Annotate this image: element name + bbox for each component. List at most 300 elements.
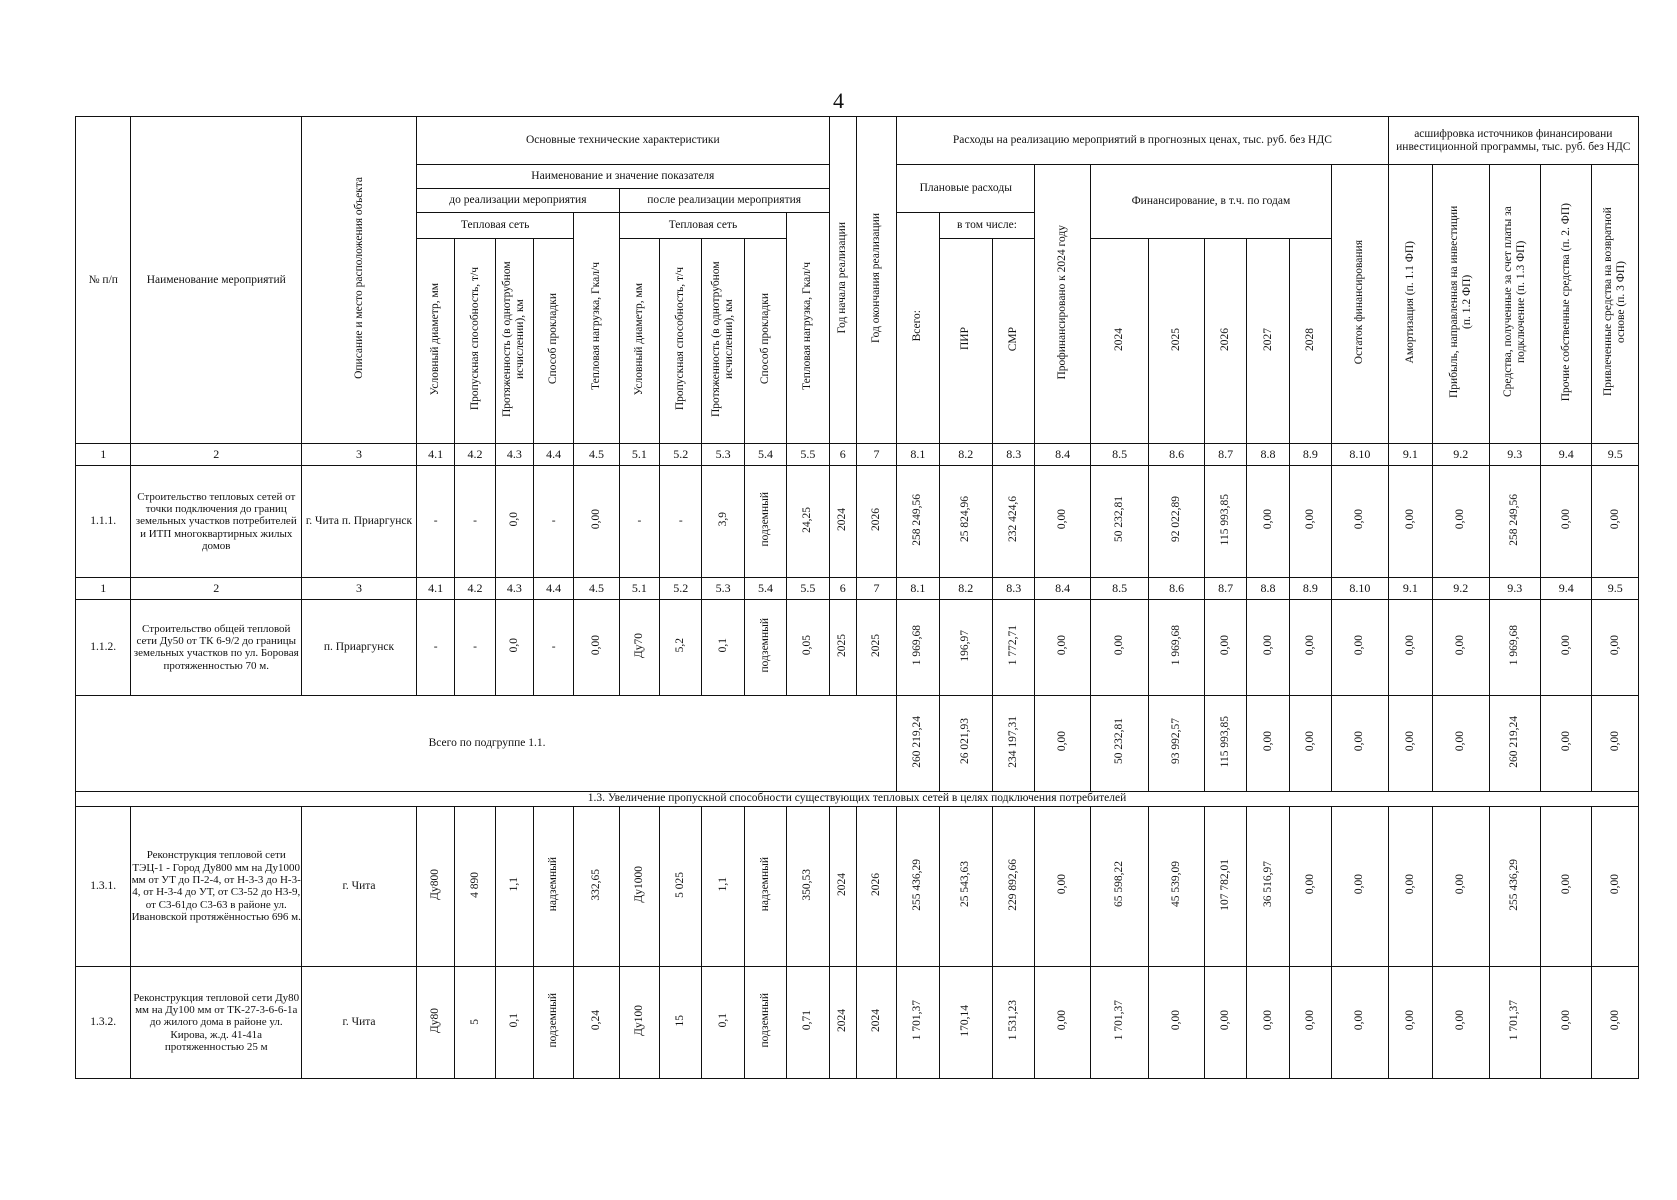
column-number: 9.5	[1592, 577, 1639, 599]
cell-value-value: 5,2	[674, 638, 687, 653]
column-number: 8.3	[993, 443, 1035, 465]
cell-value	[1433, 599, 1490, 695]
measure-name: Реконструкция тепловой сети Ду80 мм на Ду100 мм от ТК-27-3-6-6-1а до жилого дома в районе ул. Кирова, ж.д. 41-41а протяженностью 25 м	[131, 966, 302, 1078]
column-number: 9.2	[1433, 443, 1490, 465]
cell-value	[1332, 966, 1389, 1078]
column-number-row	[76, 577, 1639, 599]
cell-value	[574, 465, 619, 577]
cell-value	[1489, 599, 1540, 695]
column-number: 9.3	[1489, 577, 1540, 599]
cell-value-value: 0,00	[1261, 635, 1274, 656]
subtotal-value	[1247, 695, 1289, 791]
cell-value	[455, 806, 495, 966]
cell-value-value: 0,00	[590, 635, 603, 656]
column-number: 9.1	[1388, 577, 1432, 599]
cell-value	[744, 806, 786, 966]
column-number: 5.4	[744, 577, 786, 599]
column-number: 5.5	[787, 577, 829, 599]
cell-value-value: 0,00	[1261, 509, 1274, 530]
column-number: 8.5	[1090, 443, 1149, 465]
cell-value-value: 170,14	[959, 1004, 972, 1037]
cell-value-value: 0,00	[1608, 874, 1621, 895]
column-number: 5.5	[787, 443, 829, 465]
cell-value	[1289, 599, 1331, 695]
subtotal-value-text: 26 021,93	[959, 718, 972, 765]
cell-value-value: 5 025	[674, 871, 687, 898]
cell-value-value: 0,00	[1056, 874, 1069, 895]
col-header-year-end: Год окончания реализации	[856, 117, 896, 444]
cell-value	[744, 966, 786, 1078]
cell-value	[660, 599, 702, 695]
cell-value	[1090, 599, 1149, 695]
subtotal-value	[1433, 695, 1490, 791]
col-header-costs: Расходы на реализацию мероприятий в прогнозных ценах, тыс. руб. без НДС	[897, 117, 1388, 165]
cell-value	[534, 806, 574, 966]
col-header-sources: асшифровка источников финансировани инвестиционной программы, тыс. руб. без НДС	[1388, 117, 1638, 165]
cell-value	[660, 966, 702, 1078]
cell-value-value: 15	[674, 1014, 687, 1027]
cell-value	[993, 966, 1035, 1078]
cell-value	[897, 465, 939, 577]
col-header-heat-load-after: Тепловая нагрузка, Гкал/ч	[787, 213, 829, 444]
cell-value-value: 107 782,01	[1219, 858, 1232, 911]
cell-value	[829, 599, 856, 695]
cell-value-value: 24,25	[801, 506, 814, 533]
cell-value	[702, 465, 744, 577]
cell-value	[1332, 465, 1389, 577]
cell-value-value: 258 249,56	[1508, 493, 1521, 546]
cell-value-value: 0,00	[1454, 874, 1467, 895]
cell-value-value: 0,00	[1608, 635, 1621, 656]
col-header-planned: Плановые расходы	[897, 165, 1035, 213]
cell-value-value: 115 993,85	[1219, 493, 1232, 546]
cell-value	[993, 599, 1035, 695]
cell-value	[1149, 966, 1204, 1078]
cell-value-value: надземный	[759, 857, 772, 912]
cell-value-value: 0,00	[1170, 1010, 1183, 1031]
cell-value-value: 4 890	[468, 871, 481, 898]
col-header-name: Наименование мероприятий	[131, 117, 302, 444]
cell-value-value: 0,05	[801, 635, 814, 656]
cell-value	[744, 599, 786, 695]
cell-value-value: подземный	[759, 618, 772, 673]
row-number: 1.1.2.	[76, 599, 131, 695]
col-header-amort: Амортизация (п. 1.1 ФП)	[1388, 165, 1432, 444]
cell-value-value: 1 969,68	[1508, 625, 1521, 666]
cell-value-value: 0,00	[1403, 635, 1416, 656]
col-header-total: Всего:	[897, 213, 939, 444]
cell-value	[1090, 806, 1149, 966]
cell-value	[1289, 465, 1331, 577]
cell-value-value: 1 701,37	[911, 1000, 924, 1041]
column-number: 7	[856, 443, 896, 465]
cell-value	[1247, 599, 1289, 695]
cell-value	[829, 966, 856, 1078]
column-number: 8.6	[1149, 577, 1204, 599]
row-number: 1.3.1.	[76, 806, 131, 966]
cell-value	[1433, 465, 1490, 577]
cell-value-value: 0,00	[1219, 635, 1232, 656]
cell-value: -	[619, 465, 659, 577]
cell-value-value: 258 249,56	[911, 493, 924, 546]
cell-value-value: подземный	[759, 993, 772, 1048]
cell-value-value: 0,00	[1559, 1010, 1572, 1031]
cell-value	[993, 806, 1035, 966]
cell-value	[939, 599, 992, 695]
column-number: 1	[76, 577, 131, 599]
col-header-np: № п/п	[76, 117, 131, 444]
subtotal-value	[1149, 695, 1204, 791]
cell-value	[1035, 465, 1090, 577]
col-header-financing: Финансирование, в т.ч. по годам	[1090, 165, 1331, 239]
cell-value-value: 1 701,37	[1508, 1000, 1521, 1041]
cell-value-value: 1,1	[716, 877, 729, 892]
cell-value	[1247, 806, 1289, 966]
subtotal-value	[897, 695, 939, 791]
col-header-laying-after: Способ прокладки	[744, 239, 786, 444]
cell-value-value: Ду100	[632, 1005, 645, 1036]
cell-value	[1090, 966, 1149, 1078]
col-header-laying-before: Способ прокладки	[534, 239, 574, 444]
table-row	[76, 465, 1639, 577]
cell-value-value: надземный	[547, 857, 560, 912]
subtotal-value	[1204, 695, 1246, 791]
subtotal-value	[1090, 695, 1149, 791]
subtotal-value-text: 234 197,31	[1007, 715, 1020, 768]
cell-value	[702, 599, 744, 695]
cell-value	[1332, 806, 1389, 966]
cell-value-value: 196,97	[959, 629, 972, 662]
cell-value	[619, 599, 659, 695]
cell-value-value: 0,00	[1219, 1010, 1232, 1031]
cell-value	[495, 966, 533, 1078]
cell-value-value: 0,0	[507, 512, 520, 527]
cell-value	[1090, 465, 1149, 577]
col-header-smr: СМР	[993, 239, 1035, 444]
cell-value: -	[534, 599, 574, 695]
col-header-connect: Средства, полученные за счет платы за подключение (п. 1.3 ФП)	[1489, 165, 1540, 444]
col-header-other-own: Прочие собственные средства (п. 2. ФП)	[1540, 165, 1591, 444]
cell-value-value: 2024	[870, 1008, 883, 1032]
subtotal-value	[1035, 695, 1090, 791]
cell-value	[856, 465, 896, 577]
cell-value: -	[534, 465, 574, 577]
column-number: 5.2	[660, 577, 702, 599]
cell-value-value: 0,00	[1454, 635, 1467, 656]
cell-value	[1247, 465, 1289, 577]
cell-value	[1289, 806, 1331, 966]
column-number: 6	[829, 577, 856, 599]
column-number: 8.7	[1204, 443, 1246, 465]
subtotal-value-text: 0,00	[1303, 731, 1316, 752]
cell-value	[744, 465, 786, 577]
cell-value-value: Ду70	[632, 632, 645, 658]
section-title: 1.3. Увеличение пропускной способности существующих тепловых сетей в целях подключения потребителей	[76, 791, 1639, 806]
col-header-before: до реализации мероприятия	[417, 189, 620, 213]
cell-value-value: 0,00	[1056, 509, 1069, 530]
column-number: 8.5	[1090, 577, 1149, 599]
cell-value	[1433, 966, 1490, 1078]
subtotal-value-text: 0,00	[1454, 731, 1467, 752]
col-header-capacity-after: Пропускная способность, т/ч	[660, 239, 702, 444]
cell-value-value: 0,00	[1559, 635, 1572, 656]
subtotal-value-text: 50 232,81	[1113, 718, 1126, 765]
cell-value-value: Ду1000	[632, 866, 645, 903]
cell-value-value: 0,00	[1056, 635, 1069, 656]
measure-name: Строительство тепловых сетей от точки подключения до границ земельных участков потребителей и ИТП многоквартирных жилых домов	[131, 465, 302, 577]
cell-value-value: 0,00	[1353, 1010, 1366, 1031]
col-header-desc: Описание и место расположения объекта	[301, 117, 416, 444]
cell-value-value: 232 424,6	[1007, 496, 1020, 543]
cell-value-value: 0,00	[1303, 509, 1316, 530]
cell-value-value: 0,00	[1303, 635, 1316, 656]
cell-value	[702, 966, 744, 1078]
column-number: 4.5	[574, 443, 619, 465]
column-number: 8.6	[1149, 443, 1204, 465]
cell-value	[1592, 806, 1639, 966]
cell-value-value: 2024	[836, 1008, 849, 1032]
section-row	[76, 791, 1639, 806]
table-row	[76, 599, 1639, 695]
cell-value	[702, 806, 744, 966]
cell-value	[1149, 806, 1204, 966]
cell-value	[829, 806, 856, 966]
col-header-length-before: Протяженность (в однотрубном исчислении), км	[495, 239, 533, 444]
column-number: 5.1	[619, 577, 659, 599]
subtotal-value	[993, 695, 1035, 791]
cell-value	[1433, 806, 1490, 966]
cell-value	[1489, 806, 1540, 966]
cell-value	[1035, 599, 1090, 695]
column-number: 4.3	[495, 443, 533, 465]
cell-value-value: 0,1	[716, 638, 729, 653]
cell-value	[1592, 465, 1639, 577]
row-number: 1.3.2.	[76, 966, 131, 1078]
col-header-capacity-before: Пропускная способность, т/ч	[455, 239, 495, 444]
cell-value-value: 2026	[870, 507, 883, 531]
cell-value	[417, 806, 455, 966]
location: г. Чита п. Приаргунск	[301, 465, 416, 577]
column-number: 9.2	[1433, 577, 1490, 599]
cell-value-value: 2025	[836, 633, 849, 657]
cell-value	[495, 599, 533, 695]
subtotal-value	[1489, 695, 1540, 791]
cell-value-value: 0,24	[590, 1010, 603, 1031]
column-number: 8.4	[1035, 443, 1090, 465]
subtotal-value	[939, 695, 992, 791]
cell-value-value: подземный	[547, 993, 560, 1048]
col-header-remainder: Остаток финансирования	[1332, 165, 1389, 444]
column-number: 5.2	[660, 443, 702, 465]
column-number: 5.1	[619, 443, 659, 465]
column-number: 8.8	[1247, 443, 1289, 465]
column-number: 8.10	[1332, 443, 1389, 465]
cell-value-value: 0,00	[1261, 1010, 1274, 1031]
subtotal-value-text: 115 993,85	[1219, 715, 1232, 768]
column-number: 5.4	[744, 443, 786, 465]
column-number: 8.7	[1204, 577, 1246, 599]
column-number: 9.5	[1592, 443, 1639, 465]
column-number: 6	[829, 443, 856, 465]
cell-value-value: 350,53	[801, 868, 814, 901]
cell-value-value: 0,00	[1608, 1010, 1621, 1031]
cell-value-value: 0,00	[1056, 1010, 1069, 1031]
cell-value	[856, 966, 896, 1078]
cell-value-value: 3,9	[716, 512, 729, 527]
cell-value	[1489, 465, 1540, 577]
subtotal-label: Всего по подгруппе 1.1.	[76, 695, 897, 791]
col-header-diameter-before: Условный диаметр, мм	[417, 239, 455, 444]
subtotal-value-text: 0,00	[1608, 731, 1621, 752]
cell-value	[495, 806, 533, 966]
col-header-year-start: Год начала реализации	[829, 117, 856, 444]
cell-value-value: 65 598,22	[1113, 861, 1126, 908]
location: п. Приаргунск	[301, 599, 416, 695]
cell-value-value: 92 022,89	[1170, 496, 1183, 543]
cell-value-value: 0,00	[1113, 635, 1126, 656]
cell-value	[619, 966, 659, 1078]
subtotal-value-text: 0,00	[1056, 731, 1069, 752]
cell-value-value: 1 531,23	[1007, 1000, 1020, 1041]
col-header-incl: в том числе:	[939, 213, 1035, 239]
cell-value-value: 2025	[870, 633, 883, 657]
cell-value-value: Ду800	[429, 869, 442, 900]
cell-value	[856, 806, 896, 966]
cell-value: -	[417, 465, 455, 577]
cell-value-value: 0,71	[801, 1010, 814, 1031]
cell-value	[1388, 966, 1432, 1078]
column-number: 8.4	[1035, 577, 1090, 599]
column-number: 4.4	[534, 577, 574, 599]
cell-value-value: 0,0	[507, 638, 520, 653]
subtotal-value	[1540, 695, 1591, 791]
cell-value-value: подземный	[759, 492, 772, 547]
cell-value	[787, 966, 829, 1078]
cell-value	[1149, 465, 1204, 577]
cell-value-value: 0,00	[590, 509, 603, 530]
page-number: 4	[833, 88, 844, 113]
cell-value: -	[455, 599, 495, 695]
cell-value	[619, 806, 659, 966]
cell-value-value: 332,65	[590, 868, 603, 901]
cell-value	[897, 599, 939, 695]
col-header-pir: ПИР	[939, 239, 992, 444]
column-number-row	[76, 443, 1639, 465]
column-number: 9.1	[1388, 443, 1432, 465]
cell-value	[1247, 966, 1289, 1078]
cell-value	[897, 966, 939, 1078]
cell-value	[417, 966, 455, 1078]
column-number: 4.5	[574, 577, 619, 599]
cell-value	[939, 806, 992, 966]
table-row	[76, 806, 1639, 966]
cell-value	[787, 599, 829, 695]
column-number: 5.3	[702, 577, 744, 599]
cell-value	[829, 465, 856, 577]
cell-value	[787, 465, 829, 577]
column-number: 1	[76, 443, 131, 465]
cell-value: -	[455, 465, 495, 577]
cell-value	[1592, 966, 1639, 1078]
col-header-length-after: Протяженность (в однотрубном исчислении), км	[702, 239, 744, 444]
cell-value-value: 0,00	[1303, 1010, 1316, 1031]
col-header-heat-net-before: Тепловая сеть	[417, 213, 574, 239]
column-number: 2	[131, 443, 302, 465]
cell-value	[1204, 599, 1246, 695]
col-header-after: после реализации мероприятия	[619, 189, 829, 213]
cell-value-value: 2024	[836, 872, 849, 896]
column-number: 9.4	[1540, 577, 1591, 599]
location: г. Чита	[301, 806, 416, 966]
cell-value-value: 0,00	[1454, 1010, 1467, 1031]
col-header-2027: 2027	[1247, 239, 1289, 444]
column-number: 2	[131, 577, 302, 599]
cell-value	[495, 465, 533, 577]
col-header-2028: 2028	[1289, 239, 1331, 444]
cell-value-value: 255 436,29	[911, 858, 924, 911]
cell-value	[1204, 806, 1246, 966]
cell-value	[574, 966, 619, 1078]
column-number: 9.4	[1540, 443, 1591, 465]
cell-value	[1204, 465, 1246, 577]
col-header-2025: 2025	[1149, 239, 1204, 444]
column-number: 3	[301, 577, 416, 599]
cell-value	[1149, 599, 1204, 695]
column-number: 8.1	[897, 443, 939, 465]
cell-value	[939, 465, 992, 577]
cell-value	[1540, 966, 1591, 1078]
column-number: 3	[301, 443, 416, 465]
cell-value-value: Ду80	[429, 1007, 442, 1033]
cell-value-value: 50 232,81	[1113, 496, 1126, 543]
col-header-diameter-after: Условный диаметр, мм	[619, 239, 659, 444]
cell-value-value: 0,00	[1559, 874, 1572, 895]
cell-value-value: 25 543,63	[959, 861, 972, 908]
cell-value	[574, 599, 619, 695]
column-number: 8.8	[1247, 577, 1289, 599]
cell-value-value: 1,1	[507, 877, 520, 892]
subtotal-row	[76, 695, 1639, 791]
cell-value-value: 0,00	[1454, 509, 1467, 530]
location: г. Чита	[301, 966, 416, 1078]
cell-value-value: 5	[468, 1019, 481, 1025]
measure-name: Строительство общей тепловой сети Ду50 от ТК 6-9/2 до границы земельных участков по ул. Боровая протяженностью 70 м.	[131, 599, 302, 695]
cell-value	[993, 465, 1035, 577]
cell-value-value: 0,1	[716, 1013, 729, 1028]
col-header-borrowed: Привлеченные средства на возвратной основе (п. 3 ФП)	[1592, 165, 1639, 444]
cell-value-value: 25 824,96	[959, 496, 972, 543]
col-header-tech: Основные технические характеристики	[417, 117, 830, 165]
cell-value-value: 255 436,29	[1508, 858, 1521, 911]
cell-value	[574, 806, 619, 966]
column-number: 8.3	[993, 577, 1035, 599]
col-header-indicator: Наименование и значение показателя	[417, 165, 830, 189]
column-number: 4.3	[495, 577, 533, 599]
cell-value	[1204, 966, 1246, 1078]
cell-value	[1489, 966, 1540, 1078]
cell-value	[1540, 465, 1591, 577]
cell-value-value: 0,1	[507, 1013, 520, 1028]
cell-value	[534, 966, 574, 1078]
cell-value	[1592, 599, 1639, 695]
cell-value-value: 229 892,66	[1007, 858, 1020, 911]
cell-value	[939, 966, 992, 1078]
subtotal-value-text: 260 219,24	[911, 715, 924, 768]
subtotal-value-text: 0,00	[1403, 731, 1416, 752]
cell-value	[455, 966, 495, 1078]
cell-value	[660, 806, 702, 966]
cell-value: -	[417, 599, 455, 695]
